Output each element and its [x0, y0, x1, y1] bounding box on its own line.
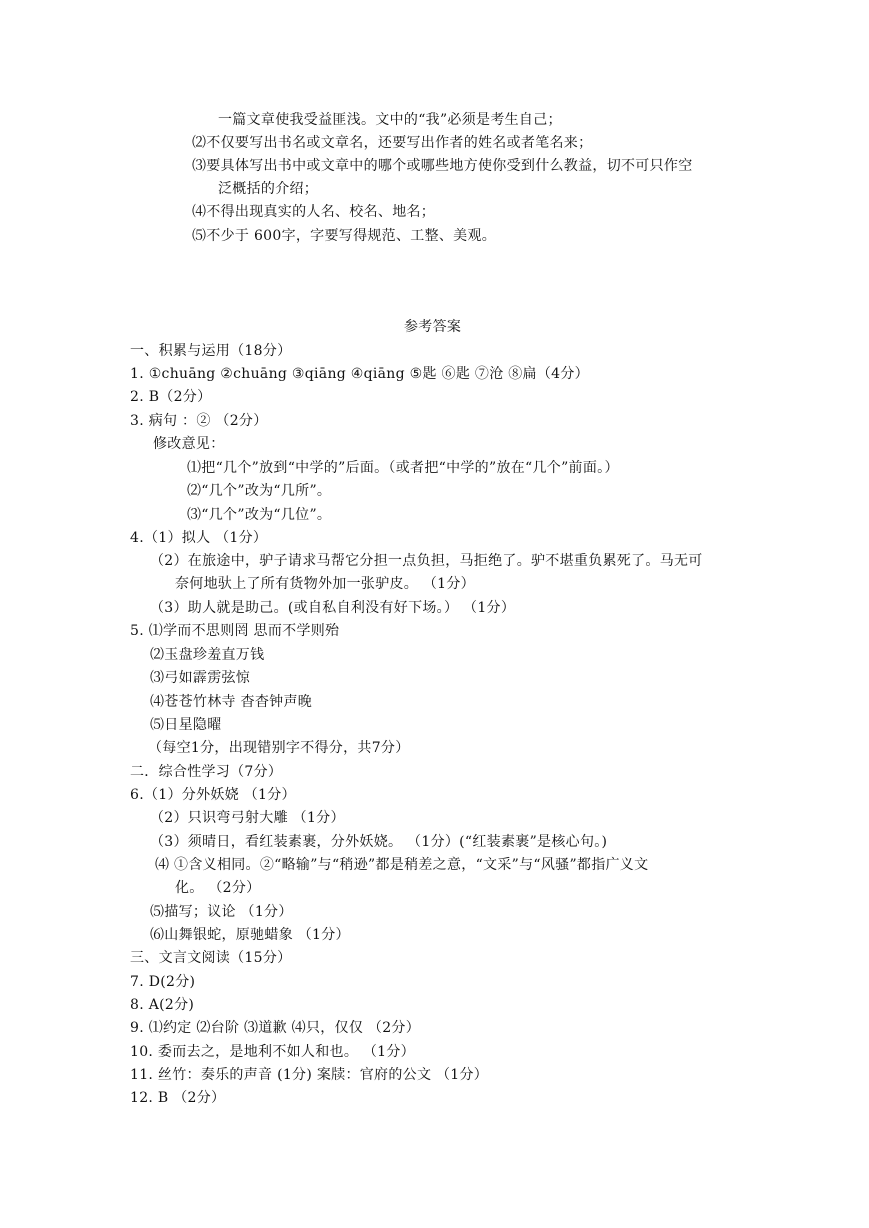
essay-requirement-5: ⑸不少于 600字，字要写得规范、工整、美观。 [192, 228, 497, 244]
answer-3-fix-3: ⑶“几个”改为“几位”。 [187, 507, 332, 523]
answer-6-2: （2）只识弯弓射大雕 （1分） [150, 810, 345, 826]
answers-title: 参考答案 [404, 319, 462, 335]
answer-4-1: 4.（1）拟人 （1分） [130, 530, 268, 546]
answer-5-2: ⑵玉盘珍羞直万钱 [150, 647, 265, 663]
answer-7: 7. D(2分) [130, 974, 196, 990]
essay-requirement-3: ⑶要具体写出书中或文章中的哪个或哪些地方使你受到什么教益，切不可只作空 [192, 158, 693, 174]
answer-4-2: （2）在旅途中，驴子请求马帮它分担一点负担，马拒绝了。驴不堪重负累死了。马无可 [150, 553, 703, 569]
answer-3-fix-2: ⑵“几个”改为“几所”。 [187, 483, 332, 499]
answer-10: 10. 委而去之，是地利不如人和也。 （1分） [130, 1044, 415, 1060]
answer-5-1: 5. ⑴学而不思则罔 思而不学则殆 [130, 623, 340, 639]
answer-4-2-cont: 奈何地驮上了所有货物外加一张驴皮。 （1分） [175, 576, 475, 592]
answer-6-4: ⑷ ①含义相同。②“略输”与“稍逊”都是稍差之意，“文采”与“风骚”都指广义文 [155, 857, 649, 873]
answer-6-6: ⑹山舞银蛇，原驰蜡象 （1分） [150, 927, 350, 943]
answer-3-fix-label: 修改意见： [153, 436, 225, 452]
answer-3: 3. 病句 ：② （2分） [130, 413, 268, 429]
answer-1: 1. ①chuāng ②chuāng ③qiāng ④qiāng ⑤匙 ⑥匙 ⑦沧 ⑧扁（4分） [130, 366, 589, 382]
answer-11: 11. 丝竹：奏乐的声音 (1分) 案牍：官府的公文 （1分） [130, 1067, 489, 1083]
answer-6-4-cont: 化。 （2分） [175, 880, 261, 896]
answer-6-3: （3）须晴日，看红装素裹，分外妖娆。 （1分）(“红装素裹”是核心句。) [150, 834, 608, 850]
essay-requirement-4: ⑷不得出现真实的人名、校名、地名； [192, 204, 436, 220]
answer-9: 9. ⑴约定 ⑵台阶 ⑶道歉 ⑷只，仅仅 （2分） [130, 1020, 421, 1036]
answer-3-fix-1: ⑴把“几个”放到“中学的”后面。（或者把“中学的”放在“几个”前面。） [187, 460, 619, 476]
section-1-heading: 一、积累与运用（18分） [130, 343, 292, 359]
essay-requirement-2: ⑵不仅要写出书名或文章名，还要写出作者的姓名或者笔名来； [192, 135, 593, 151]
answer-5-4: ⑷苍苍竹林寺 杳杳钟声晚 [150, 694, 313, 710]
answer-5-3: ⑶弓如霹雳弦惊 [150, 670, 251, 686]
answer-4-3: （3）助人就是助己。(或自私自利没有好下场。） （1分） [150, 600, 516, 616]
answer-6-1: 6.（1）分外妖娆 （1分） [130, 787, 296, 803]
section-3-heading: 三、文言文阅读（15分） [130, 950, 292, 966]
answer-8: 8. A(2分) [130, 997, 195, 1013]
essay-requirement-3-cont: 泛概括的介绍； [218, 181, 319, 197]
essay-requirement-1-cont: 一篇文章使我受益匪浅。文中的“我”必须是考生自己； [218, 112, 562, 128]
answer-5-5: ⑸日星隐曜 [150, 717, 222, 733]
answer-2: 2. B（2分） [130, 389, 212, 405]
section-2-heading: 二．综合性学习（7分） [130, 764, 283, 780]
answer-12: 12. B （2分） [130, 1090, 226, 1106]
answer-5-note: （每空1分，出现错别字不得分，共7分） [148, 740, 410, 756]
answer-6-5: ⑸描写；议论 （1分） [150, 904, 293, 920]
